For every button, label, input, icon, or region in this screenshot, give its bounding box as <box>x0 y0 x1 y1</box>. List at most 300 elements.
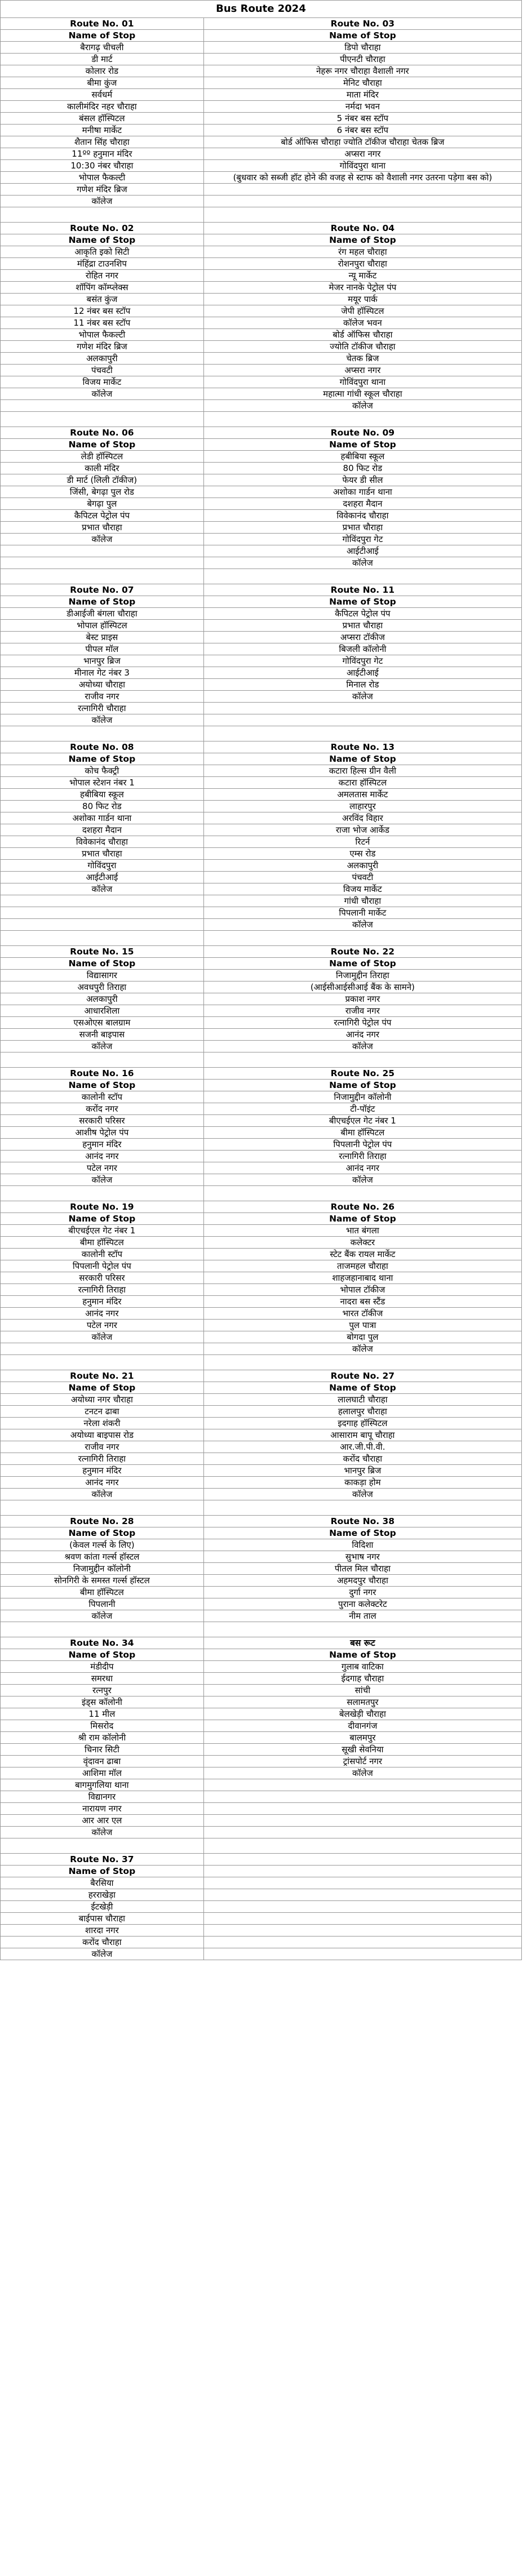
empty-cell <box>1 726 204 741</box>
spacer-row <box>1 207 522 223</box>
stop-name: कॉलेज <box>1 1948 204 1960</box>
empty-cell <box>203 1838 521 1854</box>
stop-name: आकृति इको सिटी <box>1 246 204 258</box>
stop-row <box>1 1429 522 1441</box>
empty-cell <box>203 1877 521 1889</box>
stop-row <box>1 1732 522 1744</box>
stop-row <box>1 294 522 305</box>
stop-name: कैपिटल पेट्रोल पंप <box>203 608 521 620</box>
empty-cell <box>203 931 521 946</box>
stop-name: शारदा नगर <box>1 1925 204 1937</box>
stop-name: 12 नंबर बस स्टॉप <box>1 305 204 317</box>
stop-name: आईटीआई <box>203 545 521 557</box>
stop-row <box>1 836 522 848</box>
spacer-row <box>1 1052 522 1068</box>
route-header-row <box>1 18 522 30</box>
stop-row <box>1 160 522 172</box>
stop-name: 11 मील <box>1 1708 204 1720</box>
stop-column-header: Name of Stop <box>1 234 204 246</box>
stop-row <box>1 993 522 1005</box>
empty-cell <box>1 557 204 569</box>
stop-name: कालीमंदिर नहर चौराहा <box>1 101 204 113</box>
route-header-row <box>1 1370 522 1382</box>
stop-name: 11 नंबर बस स्टॉप <box>1 317 204 329</box>
stop-row <box>1 1673 522 1685</box>
stop-name: पंचवटी <box>203 872 521 883</box>
stop-name: बीमा कुंज <box>1 77 204 89</box>
route-header-row <box>1 584 522 596</box>
stop-name: कटारा हिल्स ग्रीन वैली <box>203 765 521 777</box>
empty-cell <box>1 545 204 557</box>
stop-row <box>1 1779 522 1791</box>
stop-name: मेजर नानके पेट्रोल पंप <box>203 282 521 294</box>
stop-name: बीमा हॉस्पिटल <box>203 1127 521 1139</box>
stop-row <box>1 872 522 883</box>
stop-name: बंसल हॉस्पिटल <box>1 113 204 125</box>
stop-name: कॉलेज <box>203 400 521 412</box>
stop-name: आईटीआई <box>1 872 204 883</box>
empty-cell <box>1 895 204 907</box>
empty-cell <box>203 726 521 741</box>
stop-name: कॉलेज <box>1 388 204 400</box>
stop-name: कॉलेज <box>1 534 204 545</box>
stop-name: 11ºº हनुमान मंदिर <box>1 148 204 160</box>
stop-name: सूखी सेवनिया <box>203 1744 521 1756</box>
stop-row <box>1 1598 522 1610</box>
empty-cell <box>203 1827 521 1838</box>
stop-name: गोविंदपुरा थाना <box>203 376 521 388</box>
empty-cell <box>1 1343 204 1355</box>
stop-name: जेपी हॉस्पिटल <box>203 305 521 317</box>
stop-name: काकड़ा होम <box>203 1477 521 1489</box>
stop-name: हबीबिया स्कूल <box>1 789 204 801</box>
stop-name: डिपो चौराहा <box>203 42 521 54</box>
stop-name: सोनगिरी के समस्त गर्ल्स हॉस्टल <box>1 1575 204 1587</box>
stop-name: कॉलेज <box>203 1041 521 1052</box>
route-header-row <box>1 1516 522 1527</box>
stop-name: हनुमान मंदिर <box>1 1465 204 1477</box>
stop-name: बागमुगलिया थाना <box>1 1779 204 1791</box>
stop-row <box>1 1331 522 1343</box>
stop-name: गोविंदपुरा गेट <box>203 655 521 667</box>
stop-name: हबीबिया स्कूल <box>203 451 521 463</box>
stop-row <box>1 1308 522 1320</box>
stop-column-header: Name of Stop <box>203 439 521 451</box>
route-number: Route No. 28 <box>1 1516 204 1527</box>
stop-name: कालोनी स्टॉप <box>1 1249 204 1260</box>
stop-row <box>1 1017 522 1029</box>
stop-name: पिपलानी मार्केट <box>203 907 521 919</box>
stop-row <box>1 1889 522 1901</box>
stop-name: दशहरा मैदान <box>1 824 204 836</box>
stop-row <box>1 1139 522 1151</box>
stop-name: अहमदपुर चौराहा <box>203 1575 521 1587</box>
stop-name: भारत टॉकीज <box>203 1308 521 1320</box>
stop-name: निजामुद्दीन कॉलोनी <box>203 1091 521 1103</box>
empty-cell <box>203 1925 521 1937</box>
empty-cell <box>203 196 521 207</box>
stop-row <box>1 801 522 812</box>
stop-row <box>1 1937 522 1948</box>
spacer-row <box>1 412 522 427</box>
stop-name: नादरा बस स्टैंड <box>203 1296 521 1308</box>
stop-name: मंडीदीप <box>1 1661 204 1673</box>
stop-row <box>1 1453 522 1465</box>
stop-row <box>1 1708 522 1720</box>
stop-name: मीनाल गेट नंबर 3 <box>1 667 204 679</box>
stop-column-header: Name of Stop <box>1 596 204 608</box>
stop-name: पीएनटी चौराहा <box>203 54 521 65</box>
stop-row <box>1 1441 522 1453</box>
stop-name: कॉलेज <box>203 691 521 703</box>
stop-name: पिपलानी पेट्रोल पंप <box>1 1260 204 1272</box>
stop-name: प्रभात चौराहा <box>203 620 521 632</box>
stop-row <box>1 1720 522 1732</box>
stop-name: कॉलेज <box>1 1610 204 1622</box>
stop-column-header <box>203 1866 521 1877</box>
stop-name: सुभाष नगर <box>203 1551 521 1563</box>
stop-header-row <box>1 1527 522 1539</box>
stop-name: बीएचईएल गेट नंबर 1 <box>1 1225 204 1237</box>
stop-name: आनंद नगर <box>203 1162 521 1174</box>
spacer-row <box>1 1186 522 1201</box>
empty-cell <box>203 1622 521 1637</box>
stop-name: रत्नागिरी तिराहा <box>1 1453 204 1465</box>
stop-name: माता मंदिर <box>203 89 521 101</box>
stop-name: नारायण नगर <box>1 1803 204 1815</box>
stop-name: आर आर एल <box>1 1815 204 1827</box>
stop-row <box>1 679 522 691</box>
route-number: Route No. 07 <box>1 584 204 596</box>
stop-row <box>1 196 522 207</box>
stop-row <box>1 1551 522 1563</box>
stop-name: पटेल नगर <box>1 1320 204 1331</box>
stop-name: सजनी बाइपास <box>1 1029 204 1041</box>
stop-header-row <box>1 1213 522 1225</box>
stop-name: प्रभात चौराहा <box>1 848 204 860</box>
stop-row <box>1 451 522 463</box>
stop-name: कोच फैक्ट्री <box>1 765 204 777</box>
route-number: Route No. 38 <box>203 1516 521 1527</box>
stop-name: भानपुर ब्रिज <box>1 655 204 667</box>
stop-column-header: Name of Stop <box>1 1213 204 1225</box>
stop-row <box>1 1791 522 1803</box>
route-number: Route No. 22 <box>203 946 521 958</box>
empty-cell <box>203 1500 521 1516</box>
stop-row <box>1 691 522 703</box>
stop-name: आसाराम बापू चौराहा <box>203 1429 521 1441</box>
stop-name: बैरागढ़ चीचली <box>1 42 204 54</box>
route-number: Route No. 08 <box>1 741 204 753</box>
stop-row <box>1 1296 522 1308</box>
stop-column-header: Name of Stop <box>1 753 204 765</box>
stop-name: करोंद चौराहा <box>1 1937 204 1948</box>
stop-row <box>1 1406 522 1418</box>
stop-column-header: Name of Stop <box>203 753 521 765</box>
stop-header-row <box>1 753 522 765</box>
route-number: Route No. 16 <box>1 1068 204 1080</box>
empty-cell <box>1 1622 204 1637</box>
route-header-row <box>1 427 522 439</box>
route-number: Route No. 02 <box>1 223 204 234</box>
stop-row <box>1 1320 522 1331</box>
spacer-row <box>1 1838 522 1854</box>
stop-row <box>1 486 522 498</box>
stop-name: पिपलानी <box>1 1598 204 1610</box>
stop-row <box>1 703 522 714</box>
stop-name: बेलखेड़ी चौराहा <box>203 1708 521 1720</box>
stop-name: करोंद नगर <box>1 1103 204 1115</box>
stop-row <box>1 1744 522 1756</box>
stop-name: एम्स रोड <box>203 848 521 860</box>
stop-name: 5 नंबर बस स्टॉप <box>203 113 521 125</box>
stop-row <box>1 329 522 341</box>
stop-row <box>1 777 522 789</box>
route-header-row <box>1 741 522 753</box>
stop-name: भात बंगला <box>203 1225 521 1237</box>
empty-cell <box>1 412 204 427</box>
stop-name: दशहरा मैदान <box>203 498 521 510</box>
stop-row <box>1 1563 522 1575</box>
stop-row <box>1 1127 522 1139</box>
empty-cell <box>203 1355 521 1370</box>
stop-row <box>1 1696 522 1708</box>
route-header-row <box>1 1068 522 1080</box>
stop-name: अप्सरा नगर <box>203 365 521 376</box>
stop-row <box>1 1029 522 1041</box>
spacer-row <box>1 726 522 741</box>
stop-name: राजीव नगर <box>1 691 204 703</box>
spacer-row <box>1 1500 522 1516</box>
stop-row <box>1 608 522 620</box>
stop-row <box>1 1587 522 1598</box>
stop-name: पीतल मिल चौराहा <box>203 1563 521 1575</box>
route-number: Route No. 06 <box>1 427 204 439</box>
stop-column-header: Name of Stop <box>203 234 521 246</box>
stop-column-header: Name of Stop <box>203 958 521 970</box>
stop-name: मंहिंद्रा टाउनशिप <box>1 258 204 270</box>
stop-row <box>1 1041 522 1052</box>
stop-name: कॉलेज <box>203 557 521 569</box>
stop-name: बोर्ड ऑफिस चौराहा ज्योति टॉकीज चौराहा चेतक ब्रिज <box>203 136 521 148</box>
stop-name: प्रभात चौराहा <box>203 522 521 534</box>
stop-header-row <box>1 1649 522 1661</box>
empty-cell <box>203 207 521 223</box>
stop-name: फेयर डी सील <box>203 474 521 486</box>
stop-name: कॉलेज <box>203 1767 521 1779</box>
stop-row <box>1 919 522 931</box>
stop-name: राजा भोज आर्केड <box>203 824 521 836</box>
stop-row <box>1 765 522 777</box>
stop-name: बाईपास चौराहा <box>1 1913 204 1925</box>
stop-row <box>1 1877 522 1889</box>
stop-name: ईदगाह चौराहा <box>203 1673 521 1685</box>
route-number: Route No. 19 <box>1 1201 204 1213</box>
stop-name: शाहजहानाबाद थाना <box>203 1272 521 1284</box>
stop-name: जिंसी, बेगढ़ा पुल रोड <box>1 486 204 498</box>
route-number <box>203 1854 521 1866</box>
stop-name: कॉलेज <box>203 1489 521 1500</box>
route-number: बस रूट <box>203 1637 521 1649</box>
empty-cell <box>203 1937 521 1948</box>
stop-name: अवधपुरी तिराहा <box>1 981 204 993</box>
stop-name: अप्सरा नगर <box>203 148 521 160</box>
stop-row <box>1 54 522 65</box>
stop-name: 80 फिट रोड <box>1 801 204 812</box>
stop-name: डीआईजी बंगला चौराहा <box>1 608 204 620</box>
stop-row <box>1 184 522 196</box>
stop-column-header: Name of Stop <box>1 1866 204 1877</box>
stop-name: आनंद नगर <box>1 1151 204 1162</box>
stop-name: महात्मा गांधी स्कूल चौराहा <box>203 388 521 400</box>
stop-row <box>1 1489 522 1500</box>
route-number: Route No. 03 <box>203 18 521 30</box>
stop-row <box>1 522 522 534</box>
stop-name: भानपुर ब्रिज <box>203 1465 521 1477</box>
stop-name: इदगाह हॉस्पिटल <box>203 1418 521 1429</box>
stop-row <box>1 1005 522 1017</box>
stop-name: भोपाल स्टेशन नंबर 1 <box>1 777 204 789</box>
stop-name: ताजमहल चौराहा <box>203 1260 521 1272</box>
stop-name: पिपलानी पेट्रोल पंप <box>203 1139 521 1151</box>
stop-row <box>1 557 522 569</box>
stop-name: हनुमान मंदिर <box>1 1296 204 1308</box>
stop-row <box>1 1948 522 1960</box>
stop-name: लेडी हॉस्पिटल <box>1 451 204 463</box>
stop-name: आनंद नगर <box>203 1029 521 1041</box>
stop-row <box>1 1827 522 1838</box>
stop-row <box>1 632 522 643</box>
stop-header-row <box>1 439 522 451</box>
stop-name: विदिशा <box>203 1539 521 1551</box>
stop-row <box>1 148 522 160</box>
stop-row <box>1 1115 522 1127</box>
route-header-row <box>1 223 522 234</box>
stop-row <box>1 1091 522 1103</box>
stop-name: (आईसीआईसीआई बैंक के सामने) <box>203 981 521 993</box>
stop-name: अशोका गार्डन थाना <box>203 486 521 498</box>
route-number: Route No. 21 <box>1 1370 204 1382</box>
stop-column-header: Name of Stop <box>1 1527 204 1539</box>
stop-name: हरराखेड़ा <box>1 1889 204 1901</box>
stop-name: रत्नागिरी पेट्रोल पंप <box>203 1017 521 1029</box>
stop-row <box>1 1575 522 1587</box>
stop-row <box>1 714 522 726</box>
stop-name: सर्वधर्म <box>1 89 204 101</box>
stop-name: विद्यानगर <box>1 1791 204 1803</box>
empty-cell <box>203 1803 521 1815</box>
stop-name: बोर्ड ऑफिस चौराहा <box>203 329 521 341</box>
stop-row <box>1 1162 522 1174</box>
stop-name: श्री राम कॉलोनी <box>1 1732 204 1744</box>
stop-name: चिनार सिटी <box>1 1744 204 1756</box>
stop-name: पंचवटी <box>1 365 204 376</box>
stop-name: डी मार्ट <box>1 54 204 65</box>
stop-row <box>1 545 522 557</box>
stop-name: लालघाटी चौराहा <box>203 1394 521 1406</box>
stop-row <box>1 1284 522 1296</box>
stop-name: कॉलेज <box>1 1174 204 1186</box>
stop-name: श्रवण कांता गर्ल्स हॉस्टल <box>1 1551 204 1563</box>
stop-row <box>1 643 522 655</box>
stop-name: बीमा हॉस्पिटल <box>1 1237 204 1249</box>
stop-name: मिसरोद <box>1 1720 204 1732</box>
stop-name: लाहारपुर <box>203 801 521 812</box>
stop-row <box>1 1685 522 1696</box>
stop-name: सलामतपुर <box>203 1696 521 1708</box>
spacer-row <box>1 931 522 946</box>
stop-name: रंग महल चौराहा <box>203 246 521 258</box>
empty-cell <box>203 184 521 196</box>
stop-row <box>1 1394 522 1406</box>
empty-cell <box>1 1355 204 1370</box>
stop-name: हलालपुर चौराहा <box>203 1406 521 1418</box>
stop-row <box>1 812 522 824</box>
empty-cell <box>203 1889 521 1901</box>
stop-name: अलकापुरी <box>203 860 521 872</box>
stop-row <box>1 1225 522 1237</box>
stop-name: कॉलेज <box>1 1331 204 1343</box>
stop-name: अयोध्या नगर चौराहा <box>1 1394 204 1406</box>
stop-row <box>1 981 522 993</box>
stop-row <box>1 907 522 919</box>
stop-row <box>1 65 522 77</box>
stop-column-header: Name of Stop <box>203 1382 521 1394</box>
stop-header-row <box>1 1866 522 1877</box>
stop-row <box>1 1237 522 1249</box>
stop-name: रिटर्न <box>203 836 521 848</box>
stop-column-header: Name of Stop <box>1 439 204 451</box>
stop-row <box>1 1260 522 1272</box>
empty-cell <box>203 1913 521 1925</box>
stop-column-header: Name of Stop <box>1 958 204 970</box>
stop-row <box>1 388 522 400</box>
stop-header-row <box>1 1080 522 1091</box>
sheet-title: Bus Route 2024 <box>1 1 522 18</box>
stop-name: पुल पात्रा <box>203 1320 521 1331</box>
stop-row <box>1 895 522 907</box>
empty-cell <box>203 569 521 584</box>
stop-row <box>1 246 522 258</box>
stop-name: कॉलेज <box>1 883 204 895</box>
empty-cell <box>203 1901 521 1913</box>
stop-row <box>1 1610 522 1622</box>
stop-row <box>1 1465 522 1477</box>
stop-name: बसंत कुंज <box>1 294 204 305</box>
stop-row <box>1 824 522 836</box>
stop-row <box>1 1767 522 1779</box>
stop-name: 6 नंबर बस स्टॉप <box>203 125 521 136</box>
stop-row <box>1 258 522 270</box>
stop-name: ईटखेड़ी <box>1 1901 204 1913</box>
stop-name: भोपाल फैकल्टी <box>1 329 204 341</box>
route-number: Route No. 01 <box>1 18 204 30</box>
stop-name: राजीव नगर <box>203 1005 521 1017</box>
stop-name: आर.जी.पी.वी. <box>203 1441 521 1453</box>
stop-name: रत्नागिरी तिराहा <box>203 1151 521 1162</box>
stop-name: भोपाल फैकल्टी <box>1 172 204 184</box>
stop-row <box>1 376 522 388</box>
stop-row <box>1 474 522 486</box>
stop-name: अलकापुरी <box>1 353 204 365</box>
stop-name: अरविंद विहार <box>203 812 521 824</box>
stop-name: सरकारी परिसर <box>1 1272 204 1284</box>
stop-name: समरधा <box>1 1673 204 1685</box>
stop-header-row <box>1 234 522 246</box>
stop-row <box>1 860 522 872</box>
stop-name: कॉलेज <box>1 714 204 726</box>
stop-name: गोविंदपुरा <box>1 860 204 872</box>
